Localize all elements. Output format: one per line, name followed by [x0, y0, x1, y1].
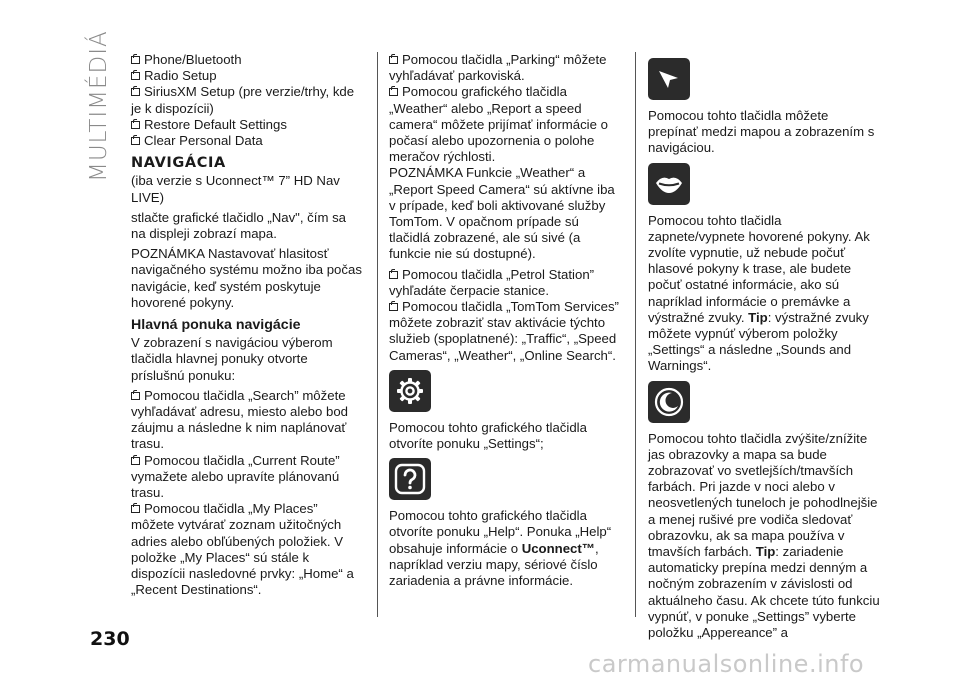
checkbox-bullet-icon: [131, 56, 140, 64]
list-item: Pomocou tlačidla „Search” môžete vyhľadávať adresu, miesto alebo bod záujmu a následne k nim naplánovať trasu.: [131, 387, 348, 452]
paragraph: Pomocou tohto grafického tlačidla otvoríte ponuku „Settings“;: [389, 419, 587, 452]
note-paragraph: POZNÁMKA Nastavovať hlasitosť navigačného systému možno iba počas navigácie, keď systém poskytuje hovorené pokyny.: [131, 246, 362, 310]
paragraph: (iba verzie s Uconnect™ 7” HD Nav LIVE): [131, 173, 340, 205]
watermark: carmanualsonline.info: [588, 650, 865, 678]
checkbox-bullet-icon: [389, 56, 398, 64]
checkbox-bullet-icon: [131, 88, 140, 96]
column-divider: [377, 52, 378, 617]
checkbox-bullet-icon: [131, 392, 140, 400]
paragraph: Pomocou tohto tlačidla zvýšite/znížite jas obrazovky a mapa sa bude zobrazovať vo svetlejších/tmavších farbách. Pri jazde v noci alebo v neosvetlených tuneloch je pohodlnejšie a menej rušivé pre vodiča sledovať obrazovku, ak sa mapa používa v tmavších farbách. Tip: zariadenie automaticky prepína medzi denným a nočným zobrazením v závislosti od aktuálneho času. Ak chcete túto funkciu vypnúť, v ponuke „Settings” vyberte položku „Appereance” a: [648, 430, 880, 641]
checkbox-bullet-icon: [131, 137, 140, 145]
list-item: Pomocou tlačidla „Petrol Station” vyhľadáte čerpacie stanice.: [389, 266, 595, 298]
list-item: Pomocou tlačidla „Parking“ môžete vyhľadávať parkoviská.: [389, 52, 607, 84]
tip-label: Tip: [755, 544, 776, 560]
column-3: [648, 52, 880, 645]
list-item: Clear Personal Data: [131, 133, 363, 149]
column-divider: [635, 52, 636, 617]
uconnect-brand: Uconnect™: [521, 540, 595, 556]
checkbox-bullet-icon: [131, 457, 140, 465]
checkbox-bullet-icon: [131, 72, 140, 80]
list-item: Restore Default Settings: [131, 117, 363, 133]
list-item: SiriusXM Setup (pre verzie/trhy, kde je k dispozícii): [131, 84, 355, 116]
gear-icon: [389, 370, 431, 412]
list-item: Pomocou tlačidla „My Places” môžete vytvárať zoznam užitočných adries alebo obľúbených položiek. V položke „My Places“ sú stále k dispozícii nasledovné prvky: „Home“ a „Recent Destinations“.: [131, 501, 354, 598]
checkbox-bullet-icon: [389, 88, 398, 96]
paragraph: V zobrazení s navigáciou výberom tlačidla hlavnej ponuky otvorte príslušnú ponuku:: [131, 335, 333, 383]
checkbox-bullet-icon: [389, 271, 398, 279]
list-item: Pomocou grafického tlačidla „Weather“ alebo „Report a speed camera“ môžete prijímať informácie o počasí alebo upozornenia o polohe meračov rýchlosti.: [389, 84, 608, 165]
heading-main-menu: Hlavná ponuka navigácie: [131, 317, 301, 334]
note-paragraph: POZNÁMKA Funkcie „Weather“ a „Report Speed Camera“ sú aktívne iba v prípade, keď boli aktivované služby TomTom. V opačnom prípade sú tlačidlá zobrazené, ale sú sivé (a funkcie nie sú dostupné).: [389, 165, 615, 262]
list-item: Radio Setup: [131, 68, 363, 84]
checkbox-bullet-icon: [131, 121, 140, 129]
moon-icon: [648, 381, 690, 423]
heading-navigation: NAVIGÁCIA: [131, 155, 226, 172]
navigation-arrow-icon: [648, 58, 690, 100]
list-item: Pomocou tlačidla „TomTom Services” môžete zobraziť stav aktivácie týchto služieb (spoplatnené): „Traffic“, „Speed Cameras“, „Weather“, „Online Search“.: [389, 299, 619, 363]
tip-label: Tip: [748, 309, 768, 325]
paragraph: Pomocou tohto grafického tlačidla otvoríte ponuku „Help“. Ponuka „Help“ obsahuje informácie o Uconnect™, napríklad verziu mapy, sériové číslo zariadenia a právne informácie.: [389, 508, 612, 589]
paragraph: Pomocou tohto tlačidla zapnete/vypnete hovorené pokyny. Ak zvolíte vypnutie, už nebude počuť hlasové pokyny k trase, ale budete počuť ostatné informácie, ako sú napríklad informácie o premávke a výstražné zvuky. Tip: výstražné zvuky môžete vypnúť výberom položky „Settings“ a následne „Sounds and Warnings“.: [648, 212, 870, 374]
page-number: 230: [90, 628, 130, 650]
question-mark-icon: [389, 458, 431, 500]
paragraph: Pomocou tohto tlačidla môžete prepínať medzi mapou a zobrazením s navigáciou.: [648, 108, 875, 156]
list-item: Pomocou tlačidla „Current Route” vymažete alebo upravíte plánovanú trasu.: [131, 452, 340, 501]
column-1: [131, 52, 363, 599]
list-item: Phone/Bluetooth: [131, 52, 363, 68]
checkbox-bullet-icon: [389, 303, 398, 311]
section-title: MULTIMÉDIÁ: [86, 30, 112, 182]
paragraph: stlačte grafické tlačidlo „Nav", čím sa na displeji zobrazí mapa.: [131, 209, 347, 242]
column-2: [389, 52, 621, 593]
mouth-icon: [648, 163, 690, 205]
checkbox-bullet-icon: [131, 505, 140, 513]
